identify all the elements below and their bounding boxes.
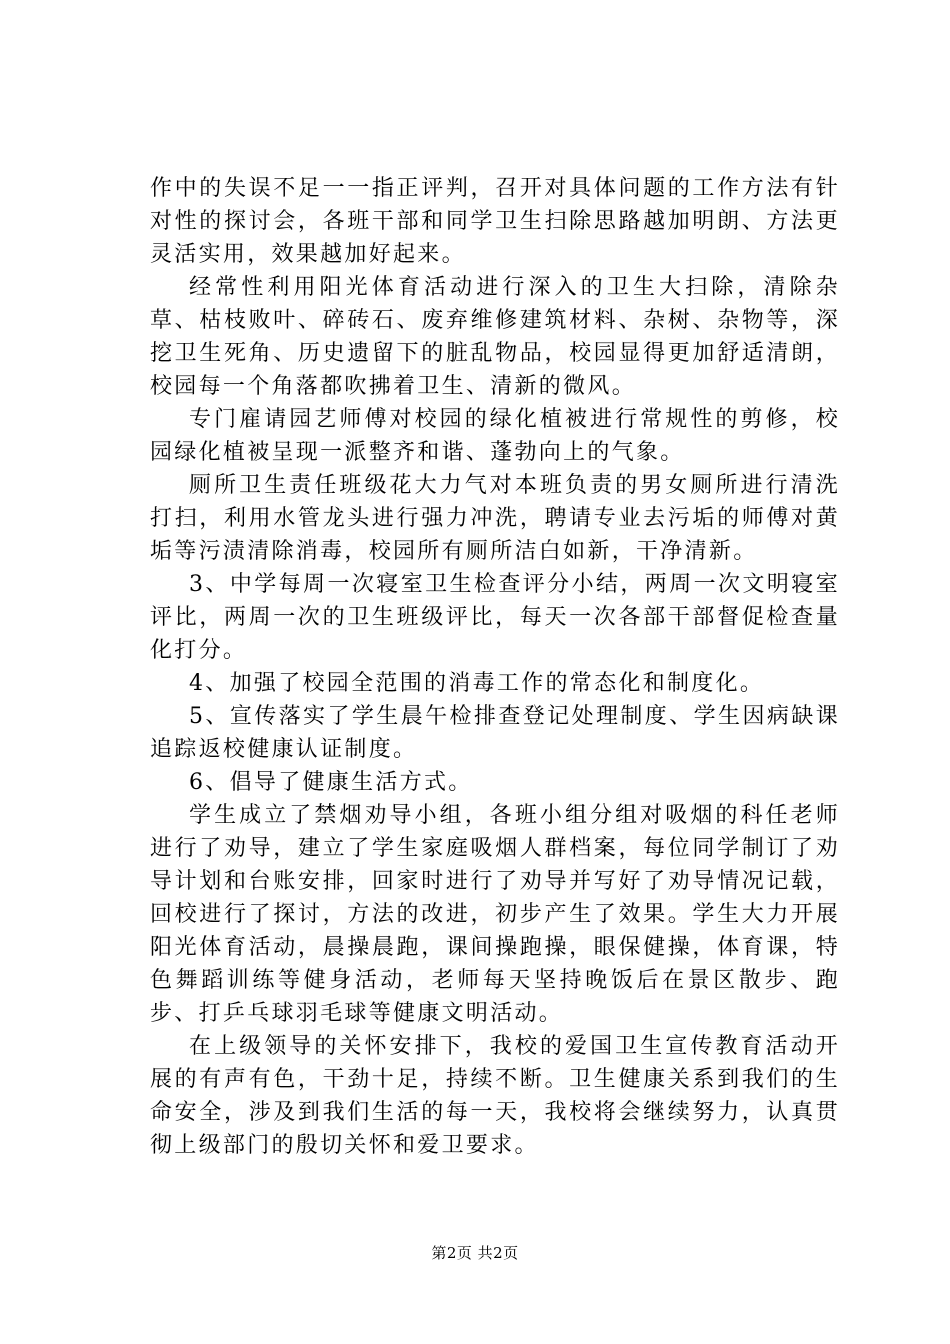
paragraph-toilets: 厕所卫生责任班级花大力气对本班负责的男女厕所进行清洗打扫，利用水管龙头进行强力冲洗，聘请专业去污垢的师傅对黄垢等污渍清除消毒，校园所有厕所洁白如新，干净清新。 — [150, 473, 840, 564]
paragraph-item-4: 4、加强了校园全范围的消毒工作的常态化和制度化。 — [189, 671, 765, 696]
document-body — [150, 172, 840, 1162]
paragraph-conclusion: 在上级领导的关怀安排下，我校的爱国卫生宣传教育活动开展的有声有色，干劲十足，持续不断。卫生健康关系到我们的生命安全，涉及到我们生活的每一天，我校将会继续努力，认真贯彻上级部门的殷切关怀和爱卫要求。 — [150, 1034, 840, 1158]
paragraph-continuation: 作中的失误不足一一指正评判，召开对具体问题的工作方法有针对性的探讨会，各班干部和同学卫生扫除思路越加明朗、方法更灵活实用，效果越加好起来。 — [150, 176, 840, 267]
paragraph-cleanup: 经常性利用阳光体育活动进行深入的卫生大扫除，清除杂草、枯枝败叶、碎砖石、废弃维修建筑材料、杂树、杂物等，深挖卫生死角、历史遗留下的脏乱物品，校园显得更加舒适清朗，校园每一个角落都吹拂着卫生、清新的微风。 — [150, 275, 840, 399]
paragraph-item-3: 3、中学每周一次寝室卫生检查评分小结，两周一次文明寝室评比，两周一次的卫生班级评比，每天一次各部干部督促检查量化打分。 — [150, 572, 840, 663]
paragraph-item-5: 5、宣传落实了学生晨午检排查登记处理制度、学生因病缺课追踪返校健康认证制度。 — [150, 704, 840, 762]
page-footer: 第2页 共2页 — [431, 1244, 519, 1262]
paragraph-greening: 专门雇请园艺师傅对校园的绿化植被进行常规性的剪修，校园绿化植被呈现一派整齐和谐、蓬勃向上的气象。 — [150, 407, 840, 465]
paragraph-smoking: 学生成立了禁烟劝导小组，各班小组分组对吸烟的科任老师进行了劝导，建立了学生家庭吸烟人群档案，每位同学制订了劝导计划和台账安排，回家时进行了劝导并写好了劝导情况记载，回校进行了探讨，方法的改进，初步产生了效果。学生大力开展阳光体育活动，晨操晨跑，课间操跑操，眼保健操，体育课，特色舞蹈训练等健身活动，老师每天坚持晚饭后在景区散步、跑步、打乒乓球羽毛球等健康文明活动。 — [150, 803, 840, 1026]
paragraph-item-6: 6、倡导了健康生活方式。 — [189, 770, 473, 795]
